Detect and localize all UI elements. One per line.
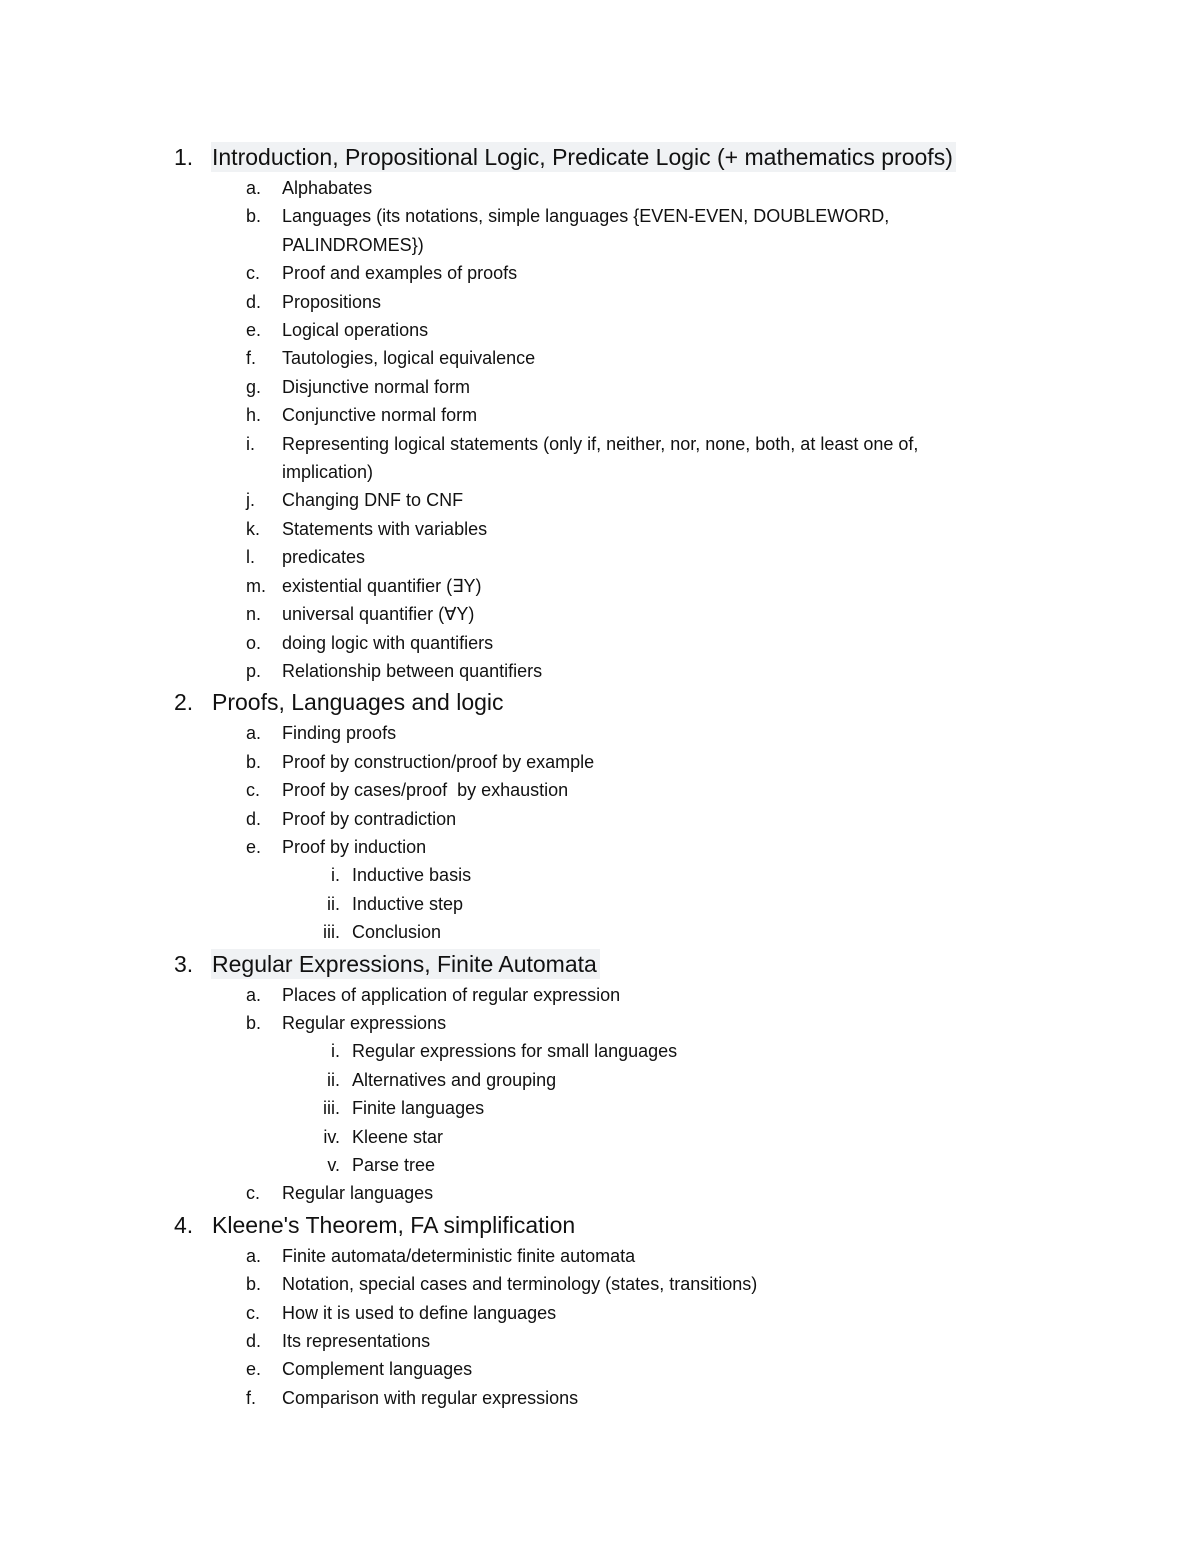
list-item — [0, 748, 1200, 776]
list-item — [0, 373, 1200, 401]
list-item — [0, 719, 1200, 747]
list-item — [0, 174, 1200, 202]
list-item — [0, 1384, 1200, 1412]
section-1 — [0, 140, 1200, 685]
item-text: Languages (its notations, simple languages {EVEN-EVEN, DOUBLEWORD, PALINDROMES}) — [282, 206, 890, 255]
list-item — [0, 805, 1200, 833]
item-text: Proof and examples of proofs — [282, 263, 518, 284]
item-text: Finding proofs — [282, 723, 397, 744]
sub-item-marker: i. — [331, 1041, 340, 1062]
sub-item-marker: iii. — [323, 922, 340, 943]
item-marker: j. — [246, 490, 255, 511]
sub-item-marker: ii. — [327, 893, 340, 914]
item-marker: m. — [246, 575, 266, 596]
item-marker: b. — [246, 751, 262, 772]
course-outline — [0, 140, 1200, 1412]
item-text: Regular expressions — [282, 1012, 447, 1033]
list-item — [0, 344, 1200, 372]
item-text: Proof by construction/proof by example — [282, 751, 595, 772]
item-text: universal quantifier (∀Y) — [282, 604, 475, 625]
sub-item-text: Regular expressions for small languages — [352, 1041, 678, 1062]
section-number: 1. — [174, 144, 194, 170]
item-marker: e. — [246, 320, 262, 341]
list-item — [0, 629, 1200, 657]
section-heading — [0, 685, 1200, 719]
sub-list-item — [0, 1123, 1200, 1151]
item-marker: k. — [246, 518, 261, 539]
item-text: Regular languages — [282, 1183, 434, 1204]
item-text: Logical operations — [282, 320, 429, 341]
list-item — [0, 1355, 1200, 1383]
item-text: existential quantifier (∃Y) — [282, 575, 482, 596]
section-heading — [0, 1208, 1200, 1242]
item-text: Propositions — [282, 291, 382, 312]
item-text: doing logic with quantifiers — [282, 632, 494, 653]
section-heading — [0, 140, 1200, 174]
item-marker: a. — [246, 1245, 262, 1266]
item-marker: b. — [246, 1012, 262, 1033]
item-text: Conjunctive normal form — [282, 405, 478, 426]
item-marker: d. — [246, 808, 262, 829]
sub-list-item — [0, 1037, 1200, 1065]
list-item — [0, 776, 1200, 804]
list-item — [0, 202, 1200, 259]
item-marker: f. — [246, 348, 257, 369]
section-number: 3. — [174, 950, 194, 977]
list-item — [0, 259, 1200, 287]
item-text: Its representations — [282, 1331, 431, 1352]
item-text: Places of application of regular expression — [282, 984, 621, 1005]
item-text: Finite automata/deterministic finite automata — [282, 1245, 636, 1266]
item-marker: o. — [246, 632, 262, 653]
sub-item-text: Kleene star — [352, 1126, 444, 1147]
section-title: Proofs, Languages and logic — [212, 689, 504, 716]
item-marker: e. — [246, 1359, 262, 1380]
item-text: Representing logical statements (only if, neither, nor, none, both, at least one of, implication) — [282, 433, 919, 483]
item-marker: c. — [246, 263, 261, 284]
item-marker: h. — [246, 405, 262, 426]
item-text: Complement languages — [282, 1359, 473, 1380]
list-item — [0, 657, 1200, 685]
item-text: Proof by contradiction — [282, 808, 457, 829]
list-item — [0, 1242, 1200, 1270]
sub-item-text: Alternatives and grouping — [352, 1069, 557, 1090]
sub-list-item — [0, 1066, 1200, 1094]
item-text: Relationship between quantifiers — [282, 660, 543, 681]
sub-list-item — [0, 861, 1200, 889]
item-text: Disjunctive normal form — [282, 376, 471, 397]
item-text: predicates — [282, 547, 366, 568]
section-number: 2. — [174, 689, 194, 716]
sub-item-text: Inductive step — [352, 893, 464, 914]
item-text: How it is used to define languages — [282, 1302, 557, 1323]
list-item — [0, 572, 1200, 600]
section-3 — [0, 947, 1200, 1208]
list-item — [0, 1270, 1200, 1298]
item-text: Proof by cases/proof by exhaustion — [282, 780, 569, 801]
sub-item-text: Finite languages — [352, 1098, 485, 1119]
sub-item-marker: iv. — [323, 1126, 340, 1147]
list-item — [0, 401, 1200, 429]
item-text: Proof by induction — [282, 836, 427, 857]
list-item — [0, 833, 1200, 861]
list-item — [0, 1179, 1200, 1207]
item-text: Notation, special cases and terminology (states, transitions) — [282, 1274, 758, 1295]
sub-item-marker: i. — [331, 865, 340, 886]
sub-list-item — [0, 890, 1200, 918]
sub-item-marker: ii. — [327, 1069, 340, 1090]
sub-item-marker: v. — [327, 1155, 340, 1175]
item-marker: f. — [246, 1387, 257, 1408]
list-item — [0, 486, 1200, 514]
item-marker: c. — [246, 1183, 261, 1204]
list-item — [0, 316, 1200, 344]
item-marker: i. — [246, 433, 255, 454]
section-heading — [0, 947, 1200, 981]
list-item — [0, 515, 1200, 543]
list-item — [0, 981, 1200, 1009]
list-item — [0, 288, 1200, 316]
sub-item-text: Inductive basis — [352, 865, 472, 886]
item-marker: b. — [246, 1274, 262, 1295]
item-marker: d. — [246, 291, 262, 312]
list-item — [0, 600, 1200, 628]
list-item — [0, 1327, 1200, 1355]
item-text: Statements with variables — [282, 518, 488, 539]
item-marker: l. — [246, 547, 255, 568]
section-4 — [0, 1208, 1200, 1412]
section-number: 4. — [174, 1211, 194, 1238]
item-marker: a. — [246, 984, 262, 1005]
list-item — [0, 1009, 1200, 1037]
sub-list-item — [0, 1094, 1200, 1122]
sub-list-item — [0, 918, 1200, 946]
sub-item-marker: iii. — [323, 1098, 340, 1119]
item-marker: d. — [246, 1331, 262, 1352]
list-item — [0, 543, 1200, 571]
item-marker: a. — [246, 178, 262, 198]
item-text: Changing DNF to CNF — [282, 490, 464, 511]
item-marker: n. — [246, 604, 262, 625]
item-text: Comparison with regular expressions — [282, 1387, 579, 1408]
item-text: Tautologies, logical equivalence — [282, 348, 536, 369]
sub-item-text: Conclusion — [352, 922, 442, 943]
item-marker: b. — [246, 206, 262, 227]
section-title: Regular Expressions, Finite Automata — [211, 949, 600, 979]
item-marker: c. — [246, 780, 261, 801]
item-marker: e. — [246, 836, 262, 857]
section-title: Introduction, Propositional Logic, Predicate Logic (+ mathematics proofs) — [211, 142, 956, 172]
list-item — [0, 430, 1200, 487]
item-marker: c. — [246, 1302, 261, 1323]
section-2 — [0, 685, 1200, 946]
sub-list-item — [0, 1151, 1200, 1179]
item-marker: a. — [246, 723, 262, 744]
list-item — [0, 1299, 1200, 1327]
item-text: Alphabates — [282, 178, 373, 198]
section-title: Kleene's Theorem, FA simplification — [212, 1211, 576, 1238]
sub-item-text: Parse tree — [352, 1155, 436, 1175]
item-marker: p. — [246, 660, 262, 681]
item-marker: g. — [246, 376, 262, 397]
